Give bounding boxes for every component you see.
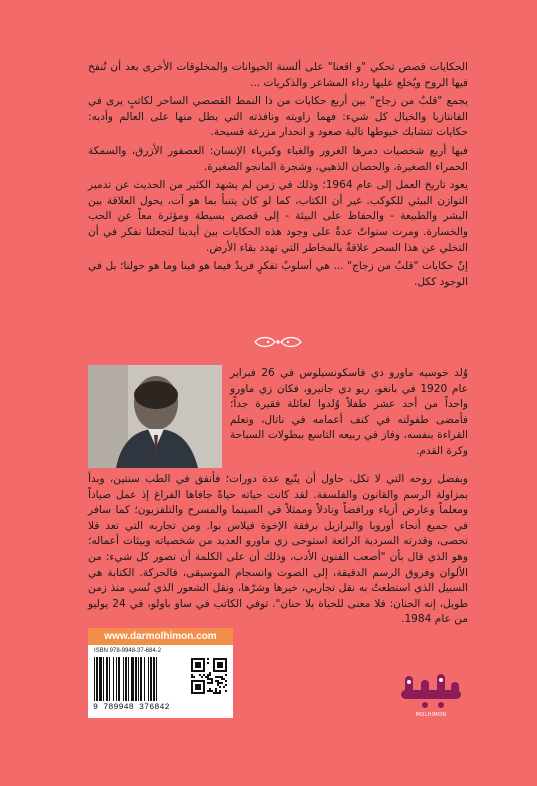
intro-paragraph: يجمع "قلبٌ من زجاج" بين أربع حكايات من ذا النمط القصصي الساحر لكاتبٍ يرى في الفانتازيا والخيال كل شيء: فهما زاويته ونافذته التي يطل منها على العالم وأدبه: حكايات تتشابك خيوطها تالية صعود و انحدار مزرعة فسيحة. [88,95,468,139]
author-photo [88,365,222,468]
bio-paragraph: وُلد خوسيه ماورو دي فاسكونسيلوس في 26 فبراير عام 1920 في بانغو، ريو دي جانيرو، فكان زي ماورو واحداً من أحد عشر طفلاً وُلدوا لعائلة فقيرة جداً؛ فأمضى طفولته في كنف أعمامه في ناتال، وتعلم القراءة بنفسه، وفاز في ربيعه التاسع ببطولات السباحة وكرة القدم. [230,367,468,457]
intro-section [88,60,468,293]
bio-paragraph: وبفضل روحه التي لا تكل، حاول أن يتّبع عدة دورات؛ فأنفق في الطب سنتين، وبدأ بمزاولة الرسم والقانون والفلسفة. لقد كانت حياته حياةً جافاها الفراغ إذ عمل صياداً ومعلماً وعارض أزياء ورافضاً ونادلاً وممثلاً في السينما والمسرح والتلفزيون؛ كما سافر في جميع أنحاء أوروبا والبرازيل برفقة الإخوة فيلاس بوا. ومن تجاربه التي تعد فلا تحصى، وقدرته السردية الرائعة استوحى زي ماورو العديد من شخصياته وبيئات أعماله؛ وهو الذي قال بأن "أصعب الفنون الأدب، وذلك أن على الكلمة أن تصور كل شيء: من الألوان وفروق الرسم الدقيقة، إلى الصوت وانسجام الموسيقى، فالحركة. الكتابة هي السبيل الذي استطعتُ به نقل تجاربي، خيرها وشرّها، ونقل الشعور الذي نُسي منذ زمن طويل، إنه الحنان: فلا معنى للحياة بلا حنان". توفي الكاتب في ساو باولو، في 24 يوليو من عام 1984. [88,473,468,626]
ornament-divider-icon [88,332,468,352]
barcode-number: 9 789948 376842 [93,703,170,712]
bio-intro [230,366,468,463]
qr-code[interactable] [191,658,227,694]
isbn-label: ISBN 978-9948-37-684-2 [94,648,162,654]
intro-paragraph: إنّ حكايات "قلبٌ من زجاج" ... هي أسلوبٌ تفكرٍ فريدٌ فيما هو فينا وما هو حولنا؛ بل في الوجود ككل. [88,260,468,288]
barcode [93,657,185,701]
bio-continued [88,472,468,631]
intro-paragraph: فيها أربع شخصيات دمرها الغرور والغباء وكبرياء الإنسان: العصفور الأزرق، والسمكة الحمراء الصغيرة، والحصان الذهبي، وشجرة المانجو الصغيرة. [88,144,468,173]
publisher-logo-subtext: MOLHIMON [415,712,447,718]
publisher-website[interactable]: www.darmolhimon.com [88,628,233,645]
publisher-logo [395,668,467,714]
intro-paragraph: يعود تاريخ العمل إلى عام 1964؛ وذلك في زمن لم يشهد الكثير من الحديث عن تدمير التوازن البيئي للكوكب. غير أن الكتاب، كما لو كان يتنبأ بما هو آت، يحول العلاقة بين البشر والطبيعة - والحفاظ على البيئة - إلى قصص بسيطة ومؤثرة معاً عن الحب والخسارة. ومرت سنواتٌ عدةٌ على وجود هذه الحكايات بين أيدينا لتجعلنا نفكر في أن التخلي عن هذا السحر علاقةٌ بالمخاطر التي تهدد بقاء الأرض. [88,179,468,254]
publisher-info-box [88,628,233,718]
intro-paragraph: الحكايات قصص تحكي "و اقعنا" على ألسنة الحيوانات والمخلوقات الأخرى بعد أن تُنفخ فيها الروح ويُخلع عليها رداء المشاعر والذكريات ... [88,61,468,89]
